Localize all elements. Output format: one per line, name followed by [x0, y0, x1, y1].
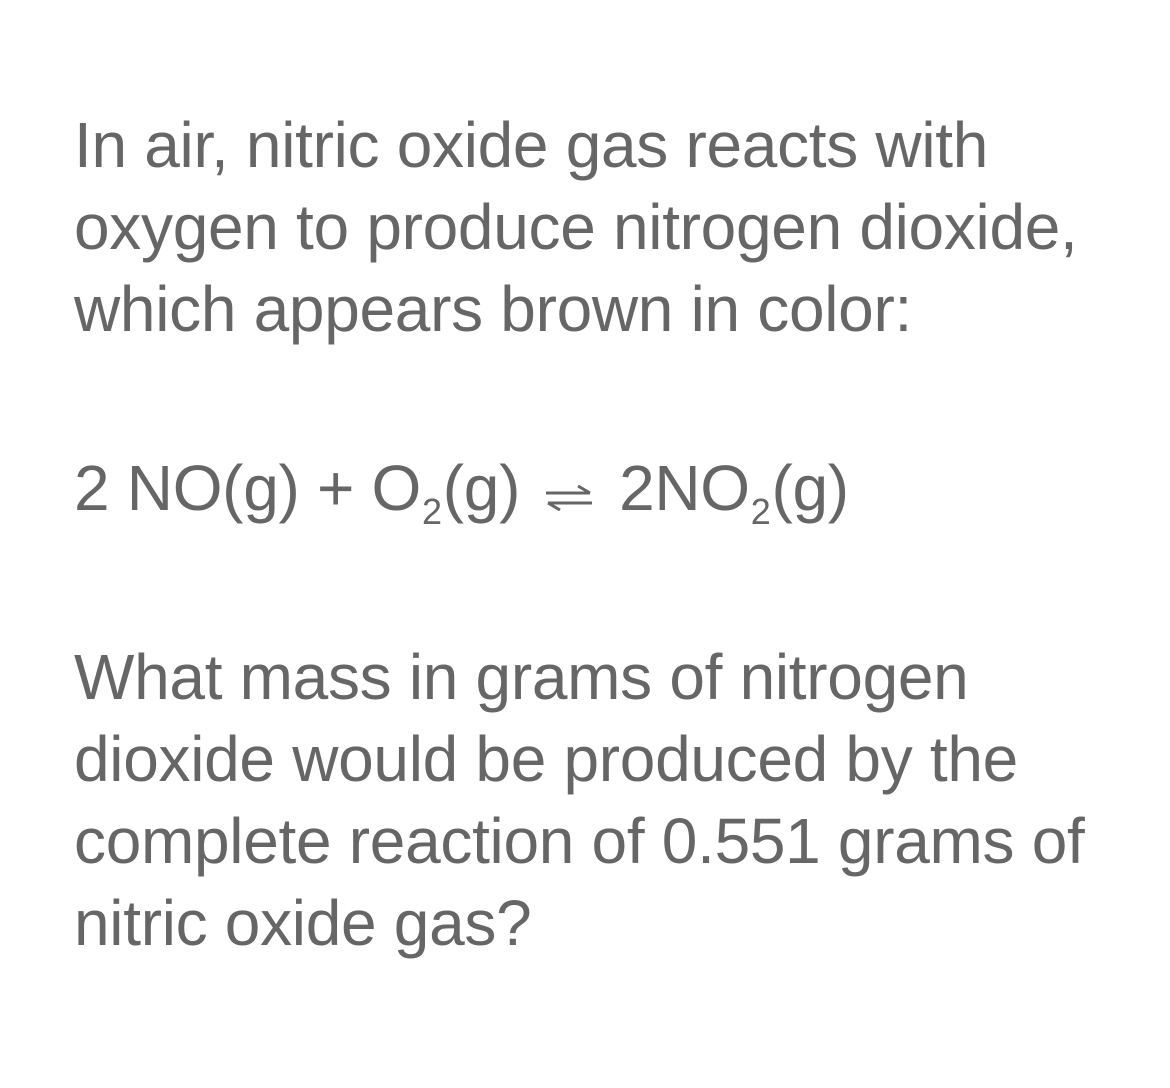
reactant-nitric-oxide: 2 NO(g): [74, 452, 300, 524]
product-state: (g): [771, 452, 849, 524]
product-formula: 2NO: [619, 452, 750, 524]
oxygen-state: (g): [442, 452, 521, 524]
plus-sign: +: [316, 452, 355, 524]
oxygen-subscript: 2: [422, 491, 442, 532]
question-text: What mass in grams of nitrogen dioxide would be produced by the complete reaction of 0.551 grams of nitric oxide gas?: [74, 641, 1085, 959]
product-subscript: 2: [750, 491, 771, 532]
intro-text: In air, nitric oxide gas reacts with oxygen to produce nitrogen dioxide, which appears brown in color:: [74, 109, 1078, 345]
product-nitrogen-dioxide: [619, 452, 849, 532]
chemical-equation: [74, 447, 1134, 539]
problem-content: [74, 104, 1134, 964]
equilibrium-arrow-icon: [544, 448, 594, 530]
reactant-oxygen: [371, 452, 521, 532]
oxygen-symbol: O: [371, 452, 422, 524]
